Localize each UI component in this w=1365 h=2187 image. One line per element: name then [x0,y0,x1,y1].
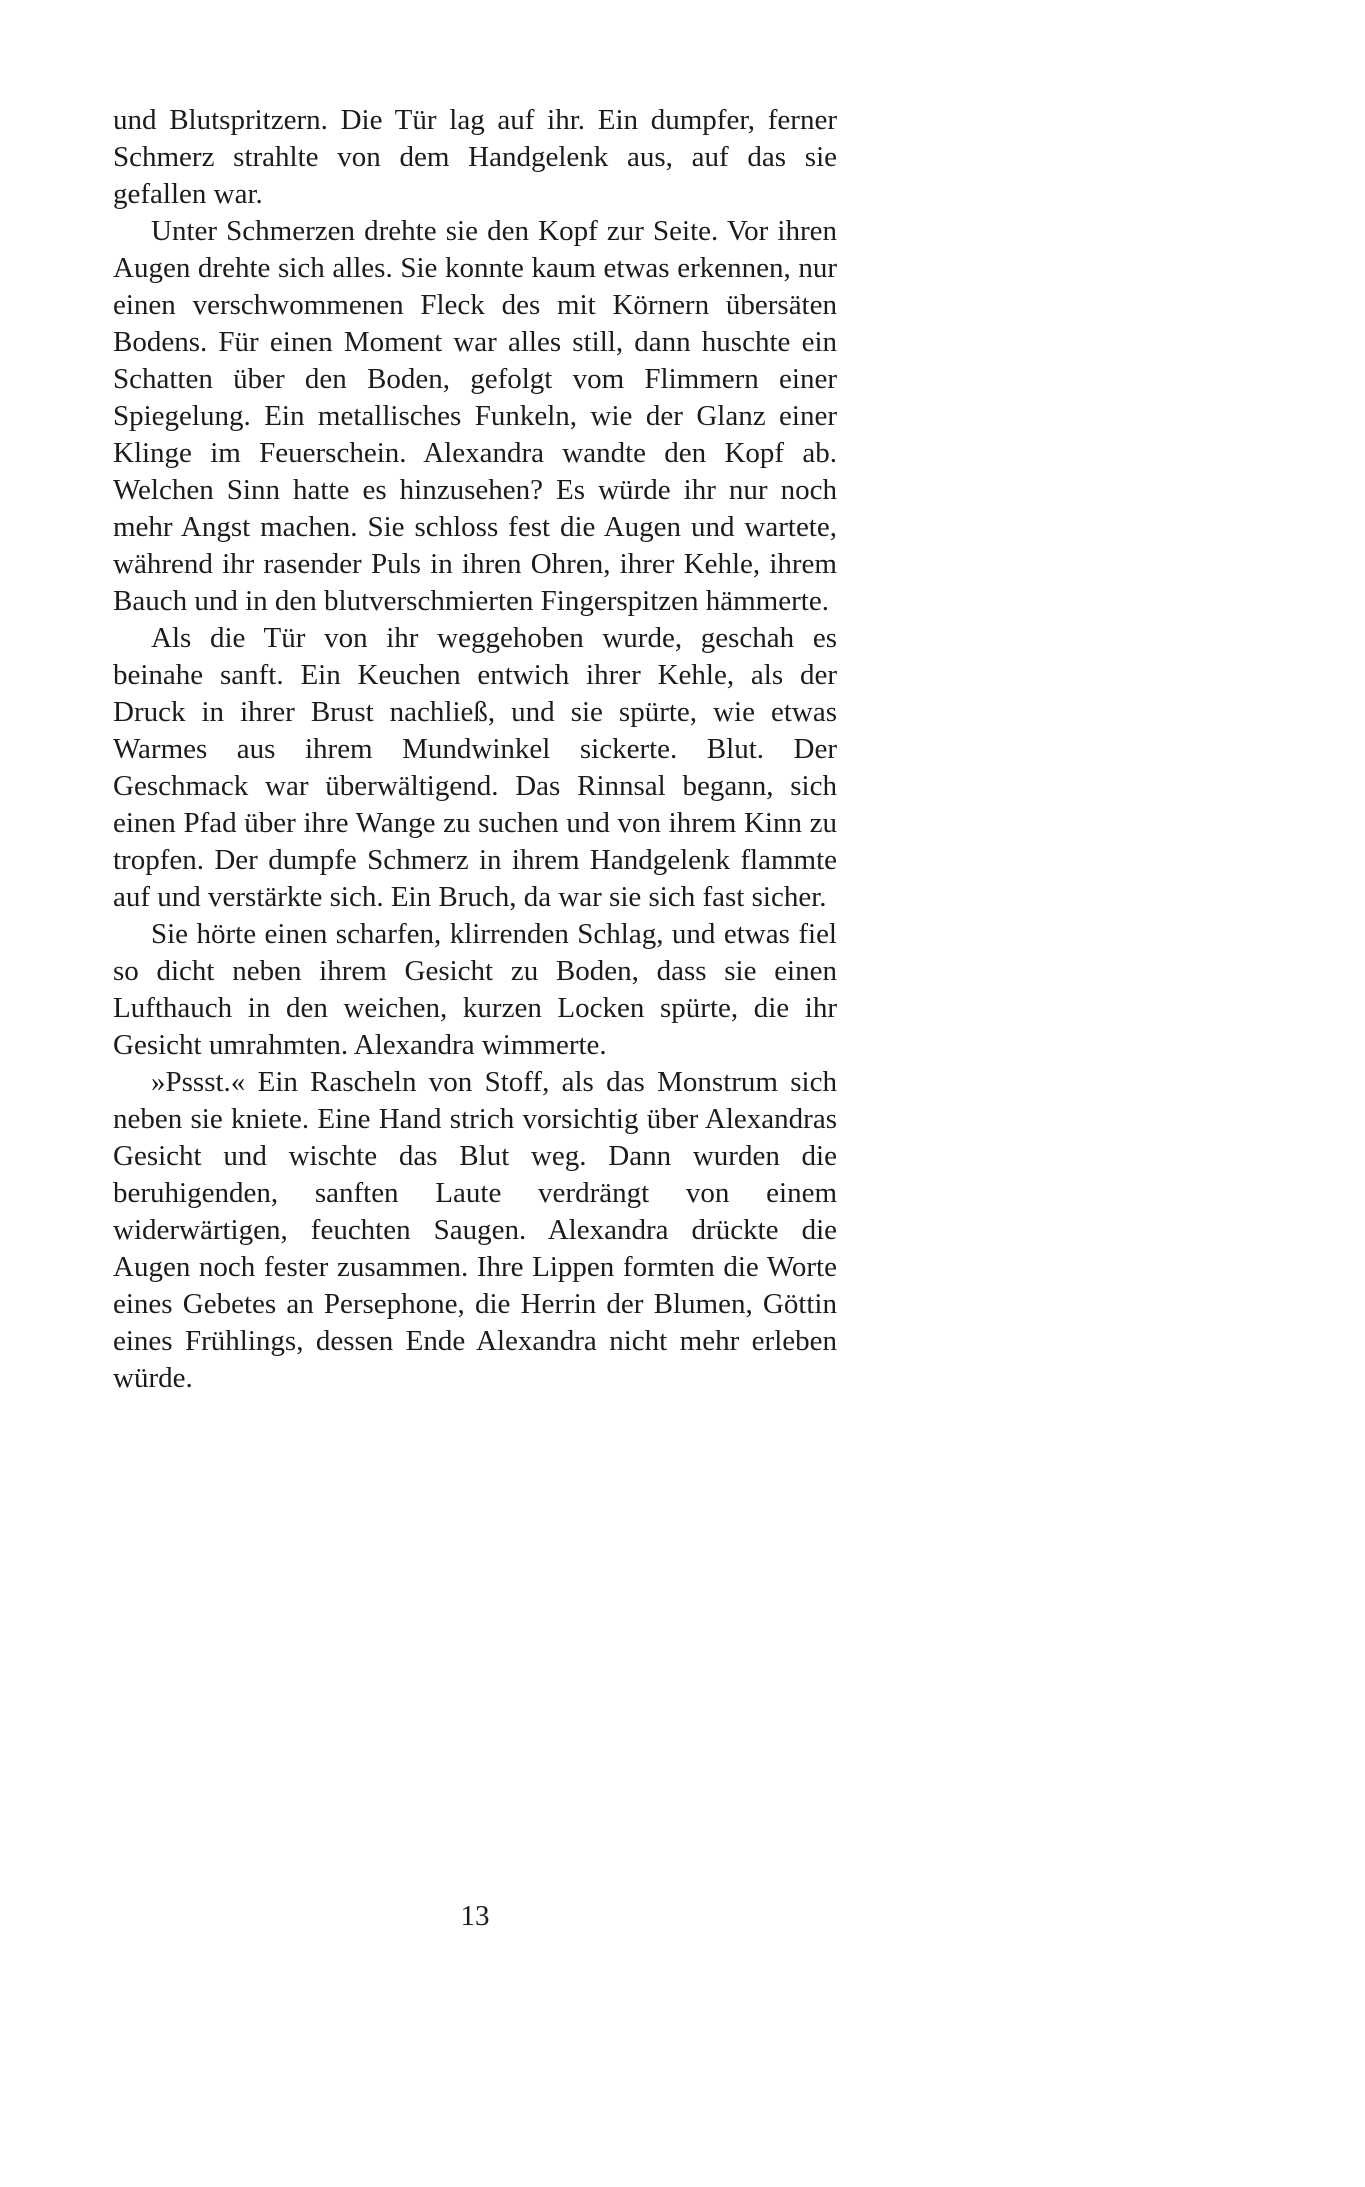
paragraph-continuation: und Blutspritzern. Die Tür lag auf ihr. Ein dumpfer, ferner Schmerz strahlte von dem Handgelenk aus, auf das sie gefallen war. [113,104,837,210]
page-number: 13 [460,1900,490,1932]
paragraph: »Pssst.« Ein Rascheln von Stoff, als das Monstrum sich neben sie kniete. Eine Hand strich vorsichtig über Alexandras Gesicht und wischte das Blut weg. Dann wurden die beruhigenden, sanften Laute verdrängt von einem widerwärtigen, feuchten Saugen. Alexandra drückte die Augen noch fester zusammen. Ihre Lippen formten die Worte eines Gebetes an Persephone, die Herrin der Blumen, Göttin eines Frühlings, dessen Ende Alexandra nicht mehr erleben würde. [113,1066,837,1394]
paragraph: Sie hörte einen scharfen, klirrenden Schlag, und etwas fiel so dicht neben ihrem Gesicht zu Boden, dass sie einen Lufthauch in den weichen, kurzen Locken spürte, die ihr Gesicht umrahmten. Alexandra wimmerte. [113,918,837,1061]
paragraph: Als die Tür von ihr weggehoben wurde, geschah es beinahe sanft. Ein Keuchen entwich ihrer Kehle, als der Druck in ihrer Brust nachließ, und sie spürte, wie etwas Warmes aus ihrem Mundwinkel sickerte. Blut. Der Geschmack war überwältigend. Das Rinnsal begann, sich einen Pfad über ihre Wange zu suchen und von ihrem Kinn zu tropfen. Der dumpfe Schmerz in ihrem Handgelenk flammte auf und verstärkte sich. Ein Bruch, da war sie sich fast sicher. [113,622,837,913]
body-text [113,102,837,1397]
paragraph: Unter Schmerzen drehte sie den Kopf zur Seite. Vor ihren Augen drehte sich alles. Sie konnte kaum etwas erkennen, nur einen verschwommenen Fleck des mit Körnern übersäten Bodens. Für einen Moment war alles still, dann huschte ein Schatten über den Boden, gefolgt vom Flimmern einer Spiegelung. Ein metallisches Funkeln, wie der Glanz einer Klinge im Feuerschein. Alexandra wandte den Kopf ab. Welchen Sinn hatte es hinzusehen? Es würde ihr nur noch mehr Angst machen. Sie schloss fest die Augen und wartete, während ihr rasender Puls in ihren Ohren, ihrer Kehle, ihrem Bauch und in den blutverschmierten Fingerspitzen hämmerte. [113,215,837,617]
